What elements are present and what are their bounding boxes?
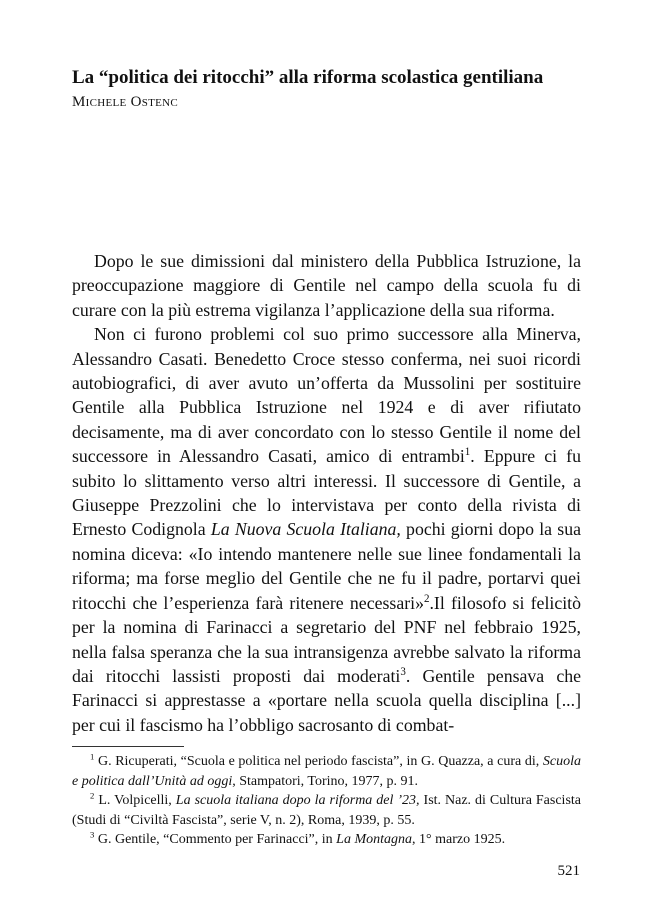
page-number: 521 [557, 863, 580, 879]
footnote-ref-3: 3 [400, 665, 406, 678]
article-title: La “politica dei ritocchi” alla riforma scolastica gentiliana [72, 67, 544, 88]
footnote-number: 2 [90, 790, 95, 801]
footnote-italic: La Montagna [336, 832, 413, 847]
body-text-run: Non ci furono problemi col suo primo successore alla Minerva, Alessandro Casati. Benedetto Croce stesso conferma, nei suoi ricordi autobiografici, di aver avuto un’offerta da Mussolini per sostituire Gentile alla Pubblica Istruzione nel 1924 e di aver rifiutato decisamente, ma di aver concordato con lo stesso Gentile il nome del successore in Alessandro Casati, amico di entrambi [72, 324, 581, 467]
body-text-run: pochi giorni dopo la sua nomina diceva: «Io intendo mantenere nelle sue linee fondamentali la riforma; ma forse meglio del Gentile che ne fu il padre, portarvi quei ritocchi che l’esperienza farà ritenere necessari» [72, 519, 581, 613]
footnote-text: G. Ricuperati, “Scuola e politica nel periodo fascista”, in G. Quazza, a cura di, [94, 754, 543, 769]
footnote-3 [72, 830, 581, 850]
journal-title-italic: La Nuova Scuola Italiana, [210, 519, 401, 540]
footnote-italic: La scuola italiana dopo la riforma del ’23, [175, 793, 420, 808]
footnote-text: Ist. Naz. di Cultura Fascista (Studi di “Civiltà Fascista”, serie V, n. 2), Roma, 1939, p. 55. [72, 793, 582, 828]
body-text-run: . Eppure ci fu subito lo slittamento verso altri interessi. Il successore di Gentile, a Giuseppe Prezzolini che lo intervistava per conto della rivista di Ernesto Codignola [72, 446, 581, 540]
footnote-1 [72, 752, 581, 791]
footnote-italic: Scuola e politica dall’Unità ad oggi [72, 754, 581, 789]
footnote-text: L. Volpicelli, [94, 793, 176, 808]
body-text-run: .Il filosofo si felicitò per la nomina di Farinacci a segretario del PNF nel febbraio 1925, nella falsa speranza che la sua intransigenza avrebbe salvato la riforma dai ritocchi lassisti proposti dai moderati [72, 592, 581, 686]
footnote-text: , Stampatori, Torino, 1977, p. 91. [232, 773, 419, 789]
footnotes [72, 752, 581, 850]
footnote-2 [72, 791, 581, 830]
footnote-ref-2: 2 [423, 592, 430, 605]
footnote-number: 3 [90, 829, 95, 840]
article-author: Michele Ostenc [72, 94, 179, 110]
footnote-number: 1 [90, 751, 95, 762]
body-paragraph-1: Dopo le sue dimissioni dal ministero della Pubblica Istruzione, la preoccupazione maggiore di Gentile nel campo della scuola fu di curare con la più estrema vigilanza l’applicazione della sua riforma. [72, 251, 581, 320]
footnote-text: G. Gentile, “Commento per Farinacci”, in [94, 832, 337, 847]
footnote-ref-1: 1 [464, 446, 471, 459]
article-body [72, 249, 581, 737]
footnote-separator [72, 746, 184, 747]
body-text-run: . Gentile pensava che Farinacci si apprestasse a «portare nella scuola quella disciplina [...] per cui il fascismo ha l’obbligo sacrosanto di combat- [72, 665, 582, 735]
body-paragraph-2 [72, 322, 581, 737]
footnote-text: , 1° marzo 1925. [412, 832, 506, 847]
